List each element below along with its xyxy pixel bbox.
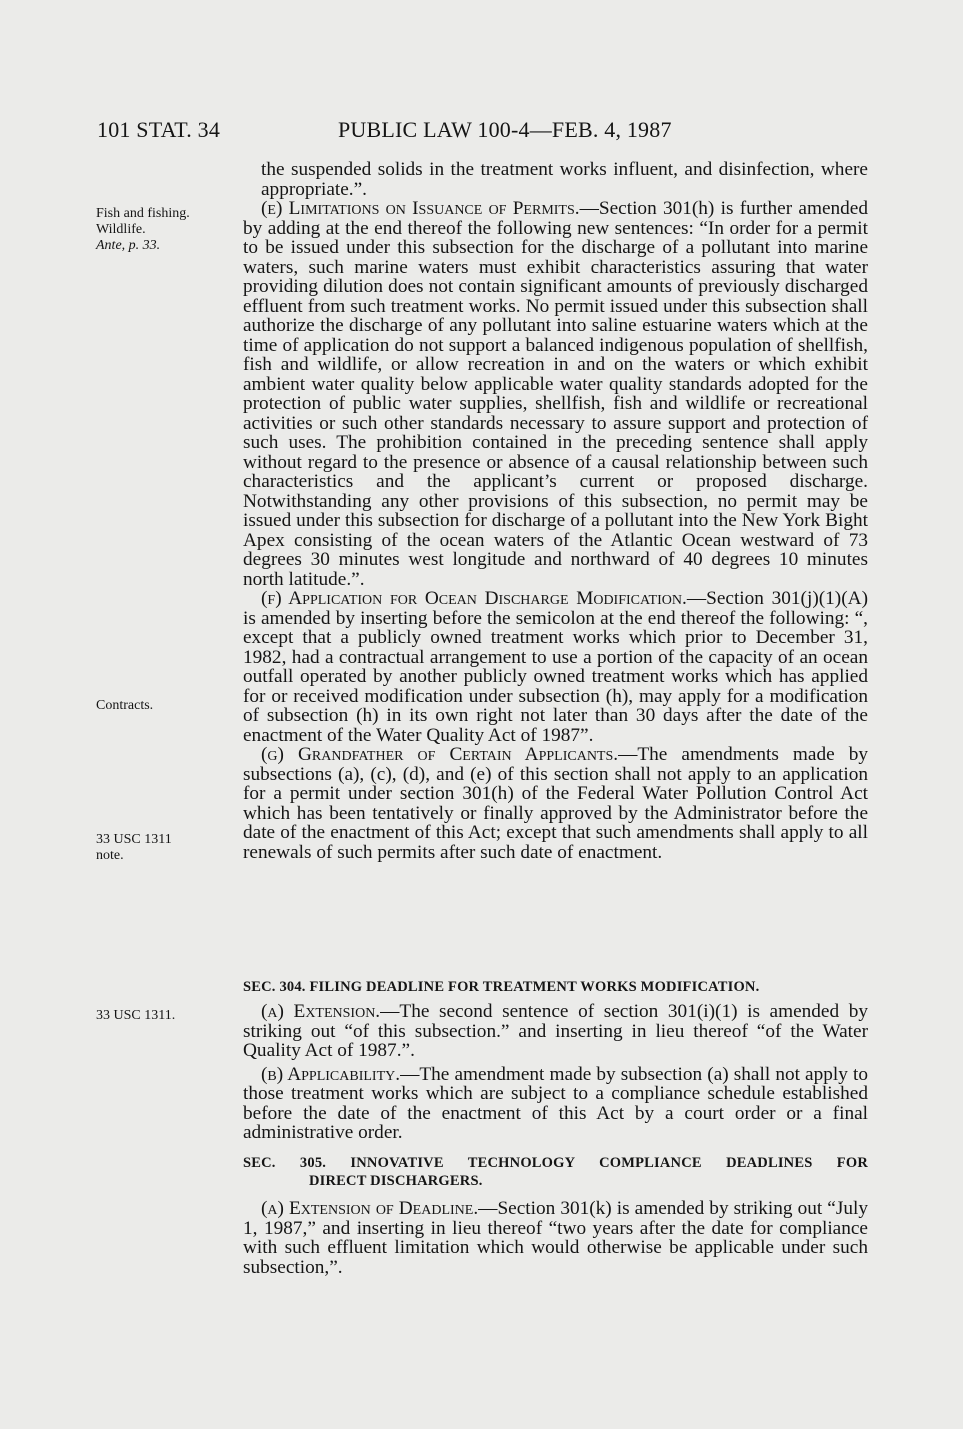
paragraph-g-text: —The amendments made by subsections (a), (c), (d), and (e) of this section shall not apply to an application for a permit under section 301(h) of the Federal Water Pollution Control Act which has been tentatively or finally approved by the Administrator before the date of the enactment of this Act; except that such amendments shall apply to all renewals of such permits after such date of enactment. <box>243 744 868 863</box>
paragraph-f <box>243 589 868 745</box>
section-304-b-text: —The amendment made by subsection (a) shall not apply to those treatment works which are subject to a compliance schedule established before the date of the enactment of this Act by a court order or a final administrative order. <box>243 1063 869 1143</box>
section-304-a-heading: (a) Extension. <box>261 1001 381 1022</box>
margin-note-contracts: Contracts. <box>96 698 154 713</box>
section-304-text <box>243 1002 868 1143</box>
paragraph-f-heading: (f) Application for Ocean Discharge Modification. <box>261 588 687 609</box>
section-304-paragraph-a <box>243 1002 868 1061</box>
margin-note-usc-line: 33 USC 1311 <box>96 832 172 847</box>
margin-note-fish <box>96 206 231 254</box>
page-stat-number: 101 STAT. 34 <box>97 117 221 142</box>
section-304-b-heading: (b) Applicability. <box>261 1063 401 1085</box>
margin-note-wildlife-line: Wildlife. <box>96 222 146 237</box>
paragraph-e <box>243 199 868 589</box>
paragraph-g-heading: (g) Grandfather of Certain Applicants. <box>261 744 619 765</box>
section-305-heading <box>243 1154 868 1190</box>
section-305-heading-line1: SEC. 305. INNOVATIVE TECHNOLOGY COMPLIANCE DEADLINES FOR <box>243 1155 868 1171</box>
paragraph-top: the suspended solids in the treatment works influent, and disinfection, where appropriate.”. <box>261 159 868 200</box>
section-303-text <box>243 160 868 862</box>
paragraph-e-text: —Section 301(h) is further amended by adding at the end thereof the following new sentences: “In order for a permit to be issued under this subsection for the discharge of a pollutant into marine waters, such marine waters must exhibit characteristics assuring that water providing dilution does not contain significant amounts of previously discharged effluent from such treatment works. No permit issued under this subsection shall authorize the discharge of any pollutant into saline estuarine waters which at the time of application do not support a balanced indigenous population of shellfish, fish and wildlife, or allow recreation in and on the waters or which exhibit ambient water quality below applicable water quality standards adopted for the protection of public water supplies, shellfish, fish and wildlife or recreational activities or such other standards necessary to assure support and protection of such uses. The prohibition contained in the preceding sentence shall apply without regard to the presence or absence of a causal relationship between such characteristics and the applicant’s current or proposed discharge. Notwithstanding any other provisions of this subsection, no permit may be issued under this subsection for discharge of a pollutant into the New York Bight Apex consisting of the ocean waters of the Atlantic Ocean westward of 73 degrees 30 minutes west longitude and northward of 40 degrees 10 minutes north latitude.”. <box>243 198 869 590</box>
margin-note-ante-line: Ante, p. 33. <box>96 238 161 253</box>
section-305-a-text: —Section 301(k) is amended by striking out “July 1, 1987,” and inserting in lieu thereof “two years after the date for compliance with such effluent limitation which would otherwise be applicable under such subsection,”. <box>243 1198 868 1278</box>
section-305-a-heading: (a) Extension of Deadline. <box>261 1198 479 1219</box>
margin-note-fish-line: Fish and fishing. <box>96 206 190 221</box>
margin-note-usc-1311: 33 USC 1311. <box>96 1008 176 1023</box>
section-304-heading: SEC. 304. FILING DEADLINE FOR TREATMENT WORKS MODIFICATION. <box>243 979 760 995</box>
page-running-title: PUBLIC LAW 100-4—FEB. 4, 1987 <box>338 117 672 142</box>
paragraph-f-text: —Section 301(j)(1)(A) is amended by inserting before the semicolon at the end thereof the following: “, except that a publicly owned treatment works which prior to December 31, 1982, had a contractual arrangement to use a portion of the capacity of an ocean outfall operated by another publicly owned treatment works which has applied for or received modification under subsection (h), may apply for a modification of subsection (h) in its own right not later than 30 days after the date of the enactment of the Water Quality Act of 1987”. <box>243 588 868 746</box>
section-305-text <box>243 1199 868 1277</box>
margin-note-note-line: note. <box>96 848 124 863</box>
paragraph-e-heading: (e) Limitations on Issuance of Permits. <box>261 198 580 219</box>
section-305-paragraph-a <box>243 1199 868 1277</box>
section-304-a-text: —The second sentence of section 301(i)(1) is amended by striking out “of this subsection.” and inserting in lieu thereof “of the Water Quality Act of 1987.”. <box>243 1001 869 1061</box>
paragraph-g <box>243 745 868 862</box>
section-304-paragraph-b <box>243 1065 868 1143</box>
margin-note-usc-note <box>96 832 231 864</box>
section-305-heading-line2: DIRECT DISCHARGERS. <box>309 1173 483 1189</box>
